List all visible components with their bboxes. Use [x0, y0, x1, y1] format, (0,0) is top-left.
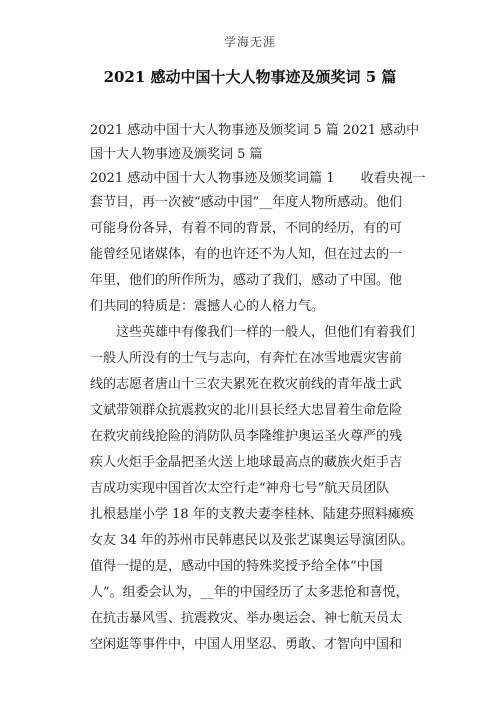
body-line: 疾人火炬手金晶把圣火送上地球最高点的藏族火炬手吉	[90, 455, 403, 470]
body-line: 值得一提的是，感动中国的特殊奖授予给全体“中国	[90, 559, 383, 574]
body-line: 2021 感动中国十大人物事迹及颁奖词篇 1 收看央视一	[90, 171, 426, 186]
body-line: 年里，他们的所作所为，感动了我们，感动了中国。他	[90, 273, 403, 288]
body-line: 在救灾前线抢险的消防队员李隆维护奥运圣火尊严的残	[90, 429, 403, 444]
body-line: 文斌带领群众抗震救灾的北川县长经大忠冒着生命危险	[90, 403, 403, 418]
body-line: 能曾经见诸媒体，有的也许还不为人知，但在过去的一	[90, 247, 403, 262]
body-line: 2021 感动中国十大人物事迹及颁奖词 5 篇 2021 感动中	[90, 123, 420, 138]
page-header: 学海无涯	[223, 35, 276, 49]
body-line: 这些英雄中有像我们一样的一般人，但他们有着我们	[90, 325, 416, 340]
body-line: 吉成功实现中国首次太空行走“神舟七号”航天员团队	[90, 481, 390, 496]
body-line: 们共同的特质是：震撼人心的人格力气。	[90, 299, 325, 314]
document-title: 2021 感动中国十大人物事迹及颁奖词 5 篇	[103, 68, 397, 86]
body-line: 国十大人物事迹及颁奖词 5 篇	[90, 147, 263, 162]
body-line: 空闲逛等事件中，中国人用坚忍、勇敢、才智向中国和	[90, 637, 403, 652]
body-line: 套节目，再一次被“感动中国”__年度人物所感动。他们	[90, 195, 403, 210]
body-line: 女友 34 年的苏州市民韩惠民以及张艺谋奥运导演团队。	[90, 533, 414, 548]
body-line: 一般人所没有的士气与志向，有奔忙在冰雪地震灾害前	[90, 351, 403, 366]
body-line: 可能身份各异，有着不同的背景，不同的经历，有的可	[90, 221, 403, 236]
body-line: 人”。组委会认为，__年的中国经历了太多悲怆和喜悦，	[90, 585, 409, 600]
body-line: 在抗击暴风雪、抗震救灾、举办奥运会、神七航天员太	[90, 611, 403, 626]
body-line: 线的志愿者唐山十三农夫累死在救灾前线的青年战士武	[90, 377, 403, 392]
body-line: 扎根悬崖小学 18 年的支教夫妻李桂林、陆建芬照料瘫痪	[90, 507, 414, 522]
